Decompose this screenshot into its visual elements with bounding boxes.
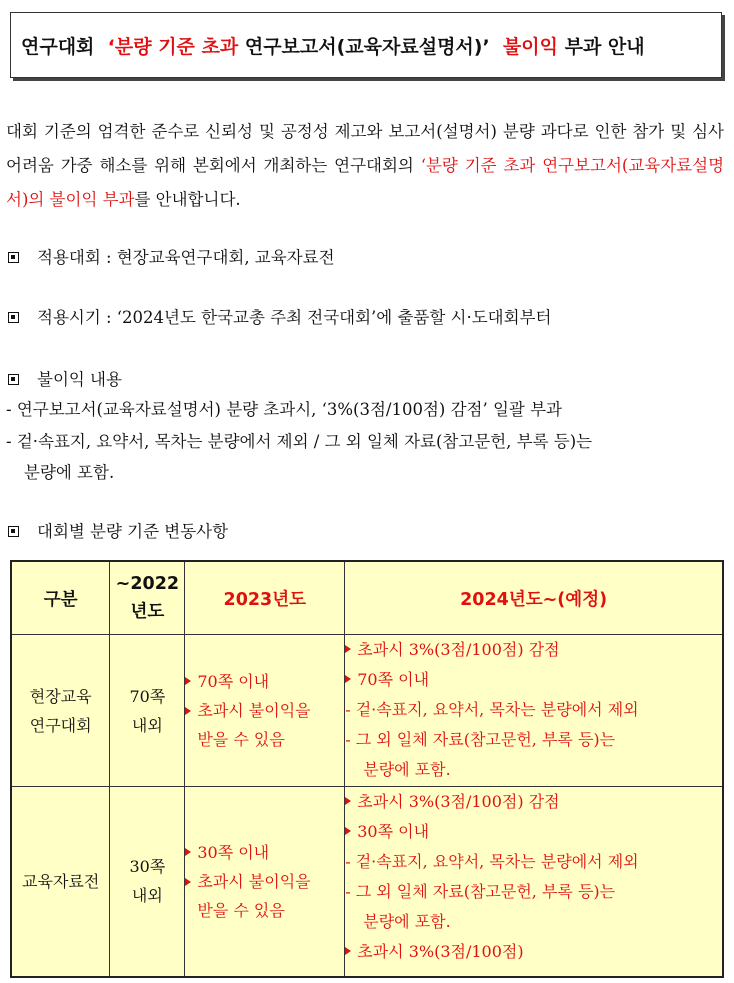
title-part-2: ‘분량 기준 초과	[107, 35, 239, 58]
apply-contest-text: 적용대회 : 현장교육연구대회, 교육자료전	[37, 248, 335, 267]
header-2022: ~2022 년도	[110, 561, 185, 635]
triangle-bullet-icon	[345, 645, 351, 653]
header-2023: 2023년도	[185, 561, 345, 635]
header-2024: 2024년도~(예정)	[345, 561, 723, 635]
square-bullet-icon	[8, 526, 19, 537]
row-2024: 초과시 3%(3점/100점) 감점 70쪽 이내 - 겉·속표지, 요약서, 목차는 분량에서 제외 - 그 외 일체 자료(참고문헌, 부록 등)는 분량에 포함.	[345, 635, 723, 787]
row-2022: 70쪽 내외	[110, 635, 185, 787]
penalty-item-2a: - 겉·속표지, 요약서, 목차는 분량에서 제외 / 그 외 일체 자료(참고문헌, 부록 등)는	[6, 432, 593, 451]
changes-heading-line	[6, 518, 228, 542]
table-row	[11, 787, 723, 977]
changes-table	[10, 560, 724, 978]
row-category: 교육자료전	[11, 787, 110, 977]
table-header-row	[11, 561, 723, 635]
intro-text-2: 를 안내합니다.	[134, 190, 241, 209]
title-part-5: 부과 안내	[557, 35, 645, 58]
intro-text-1: 대회 기준의 엄격한 준수로 신뢰성 및 공정성 제고와 보고서(설명서) 분량 과다로 인한 참가 및 심사 어려움 가중 해소를 위해 본회에서 개최하는 연구대회의	[6, 122, 724, 175]
penalty-item-1: - 연구보고서(교육자료설명서) 분량 초과시, ‘3%(3점/100점) 감점’ 일괄 부과	[6, 400, 562, 419]
title-part-1: 연구대회	[21, 35, 108, 58]
square-bullet-icon	[8, 252, 19, 263]
notice-title	[10, 12, 722, 78]
triangle-bullet-icon	[345, 947, 351, 955]
table-row	[11, 635, 723, 787]
row-2023: 30쪽 이내 초과시 불이익을 받을 수 있음	[185, 787, 345, 977]
row-category: 현장교육 연구대회	[11, 635, 110, 787]
triangle-bullet-icon	[185, 848, 191, 856]
triangle-bullet-icon	[185, 677, 191, 685]
square-bullet-icon	[8, 312, 19, 323]
penalty-item-2b: 분량에 포함.	[24, 463, 115, 482]
penalty-heading-line	[6, 366, 122, 390]
apply-contest-line	[6, 244, 335, 268]
header-category: 구분	[11, 561, 110, 635]
row-2024: 초과시 3%(3점/100점) 감점 30쪽 이내 - 겉·속표지, 요약서, 목차는 분량에서 제외 - 그 외 일체 자료(참고문헌, 부록 등)는 분량에 포함. 초과시 3%(3점/100점)	[345, 787, 723, 977]
intro-highlight: ‘분량 기준 초과 연구보고서(교육자료설명서)의 불이익 부과	[6, 156, 725, 209]
apply-time-text: 적용시기 : ‘2024년도 한국교총 주최 전국대회’에 출품할 시·도대회부터	[37, 308, 552, 327]
changes-heading: 대회별 분량 기준 변동사항	[37, 522, 229, 541]
square-bullet-icon	[8, 374, 19, 385]
triangle-bullet-icon	[185, 878, 191, 886]
intro-paragraph	[6, 115, 724, 217]
row-2022: 30쪽 내외	[110, 787, 185, 977]
apply-time-line	[6, 304, 551, 328]
triangle-bullet-icon	[345, 827, 351, 835]
triangle-bullet-icon	[345, 797, 351, 805]
title-part-3: 연구보고서(교육자료설명서)’	[238, 35, 503, 58]
title-part-4: 불이익	[502, 35, 558, 58]
penalty-heading: 불이익 내용	[37, 370, 122, 389]
triangle-bullet-icon	[185, 707, 191, 715]
row-2023: 70쪽 이내 초과시 불이익을 받을 수 있음	[185, 635, 345, 787]
triangle-bullet-icon	[345, 675, 351, 683]
